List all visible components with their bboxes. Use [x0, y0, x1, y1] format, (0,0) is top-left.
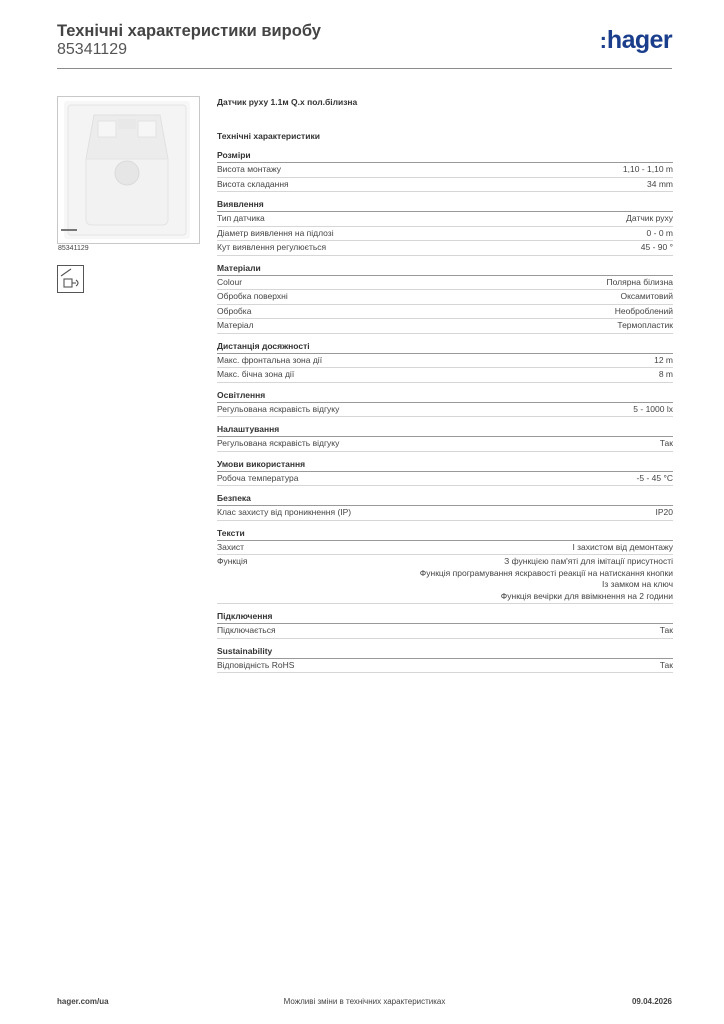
spec-value: Так [659, 659, 673, 670]
hager-logo: :hager [599, 26, 672, 54]
section-title: Дистанція досяжності [217, 340, 673, 354]
spec-section [217, 610, 673, 639]
spec-value: 1,10 - 1,10 m [622, 164, 673, 174]
spec-value-list [420, 556, 673, 602]
spec-label: Обробка поверхні [217, 291, 288, 301]
spec-section [217, 389, 673, 418]
spec-row [217, 472, 673, 487]
spec-value: Термопластик [617, 320, 673, 330]
footer-date: 09.04.2026 [631, 997, 672, 1006]
spec-label: Colour [217, 276, 243, 287]
spec-row [217, 319, 673, 334]
spec-label: Регульована яскравість відгуку [217, 403, 340, 414]
spec-value: І захистом від демонтажу [572, 541, 673, 552]
spec-label: Функція [217, 556, 248, 566]
spec-label: Діаметр виявлення на підлозі [217, 227, 334, 238]
spec-value: Із замком на ключ [601, 579, 673, 589]
spec-label: Клас захисту від проникнення (IP) [217, 507, 352, 517]
spec-label: Макс. фронтальна зона дії [217, 354, 323, 365]
spec-row [217, 555, 673, 604]
spec-value: 0 - 0 m [646, 227, 673, 238]
spec-label: Обробка [217, 305, 252, 316]
spec-row [217, 178, 673, 193]
logo-text: hager [606, 26, 672, 54]
spec-value: Полярна білизна [606, 276, 673, 287]
spec-value: IP20 [655, 507, 673, 517]
spec-value: З функцією пам'яті для імітації присутності [504, 556, 673, 566]
wall-mount-symbol-icon [57, 265, 84, 293]
spec-label: Макс. бічна зона дії [217, 369, 295, 379]
spec-value: Оксамитовий [620, 291, 673, 301]
section-title: Налаштування [217, 423, 673, 437]
spec-value: 5 - 1000 lx [633, 403, 673, 414]
spec-section [217, 423, 673, 452]
spec-label: Регульована яскравість відгуку [217, 438, 340, 448]
scale-bar [61, 229, 77, 231]
spec-value: 45 - 90 ° [640, 242, 673, 252]
spec-row [217, 241, 673, 256]
spec-section [217, 340, 673, 383]
spec-value: -5 - 45 °C [636, 472, 673, 483]
section-title: Умови використання [217, 458, 673, 472]
spec-row [217, 305, 673, 320]
spec-row [217, 227, 673, 242]
spec-label: Захист [217, 541, 245, 552]
spec-row [217, 212, 673, 227]
spec-row [217, 659, 673, 674]
spec-heading: Технічні характеристики [217, 131, 320, 141]
spec-value: Функція вечірки для ввімкнення на 2 години [500, 590, 673, 601]
spec-section [217, 458, 673, 487]
page-title: Технічні характеристики виробу [57, 22, 321, 40]
section-title: Підключення [217, 610, 673, 624]
section-title: Розміри [217, 149, 673, 163]
spec-row [217, 276, 673, 291]
spec-label: Висота складання [217, 178, 289, 189]
section-title: Sustainability [217, 645, 673, 659]
product-image [57, 96, 200, 244]
section-title: Освітлення [217, 389, 673, 403]
spec-section [217, 198, 673, 256]
spec-label: Матеріал [217, 320, 254, 330]
section-title: Матеріали [217, 262, 673, 276]
spec-section [217, 149, 673, 192]
spec-label: Висота монтажу [217, 164, 282, 174]
spec-row [217, 290, 673, 305]
spec-row [217, 541, 673, 556]
spec-label: Робоча температура [217, 472, 299, 483]
section-title: Тексти [217, 527, 673, 541]
spec-content [217, 96, 673, 673]
spec-value: Необроблений [614, 305, 673, 316]
spec-label: Підключається [217, 625, 276, 635]
header-divider [57, 68, 672, 69]
section-title: Безпека [217, 492, 673, 506]
product-code: 85341129 [57, 41, 127, 58]
product-name: Датчик руху 1.1м Q.x пол.білизна [217, 97, 358, 107]
motion-sensor-illustration [64, 101, 190, 239]
spec-label: Тип датчика [217, 213, 265, 223]
spec-value: Так [659, 438, 673, 448]
spec-sections [217, 149, 673, 673]
spec-value: Так [659, 625, 673, 635]
spec-section [217, 492, 673, 521]
spec-value: 12 m [654, 354, 673, 365]
image-caption: 85341129 [58, 245, 89, 252]
spec-section [217, 527, 673, 605]
page-header [57, 22, 672, 70]
spec-section [217, 262, 673, 334]
spec-row [217, 403, 673, 418]
spec-value: Функція програмування яскравості реакції на натискання кнопки [419, 567, 673, 578]
spec-row [217, 163, 673, 178]
spec-value: 8 m [658, 369, 673, 379]
section-title: Виявлення [217, 198, 673, 212]
spec-row [217, 368, 673, 383]
footer-notice: Можливі зміни в технічних характеристиках [283, 997, 446, 1006]
spec-label: Кут виявлення регулюється [217, 242, 327, 252]
spec-section [217, 645, 673, 674]
spec-label: Відповідність RoHS [217, 659, 295, 670]
spec-value: 34 mm [647, 178, 673, 189]
product-plate [64, 101, 190, 239]
spec-row [217, 437, 673, 452]
spec-value: Датчик руху [626, 213, 673, 223]
spec-row [217, 624, 673, 639]
spec-row [217, 354, 673, 369]
spec-row [217, 506, 673, 521]
footer-website: hager.com/ua [57, 997, 109, 1006]
